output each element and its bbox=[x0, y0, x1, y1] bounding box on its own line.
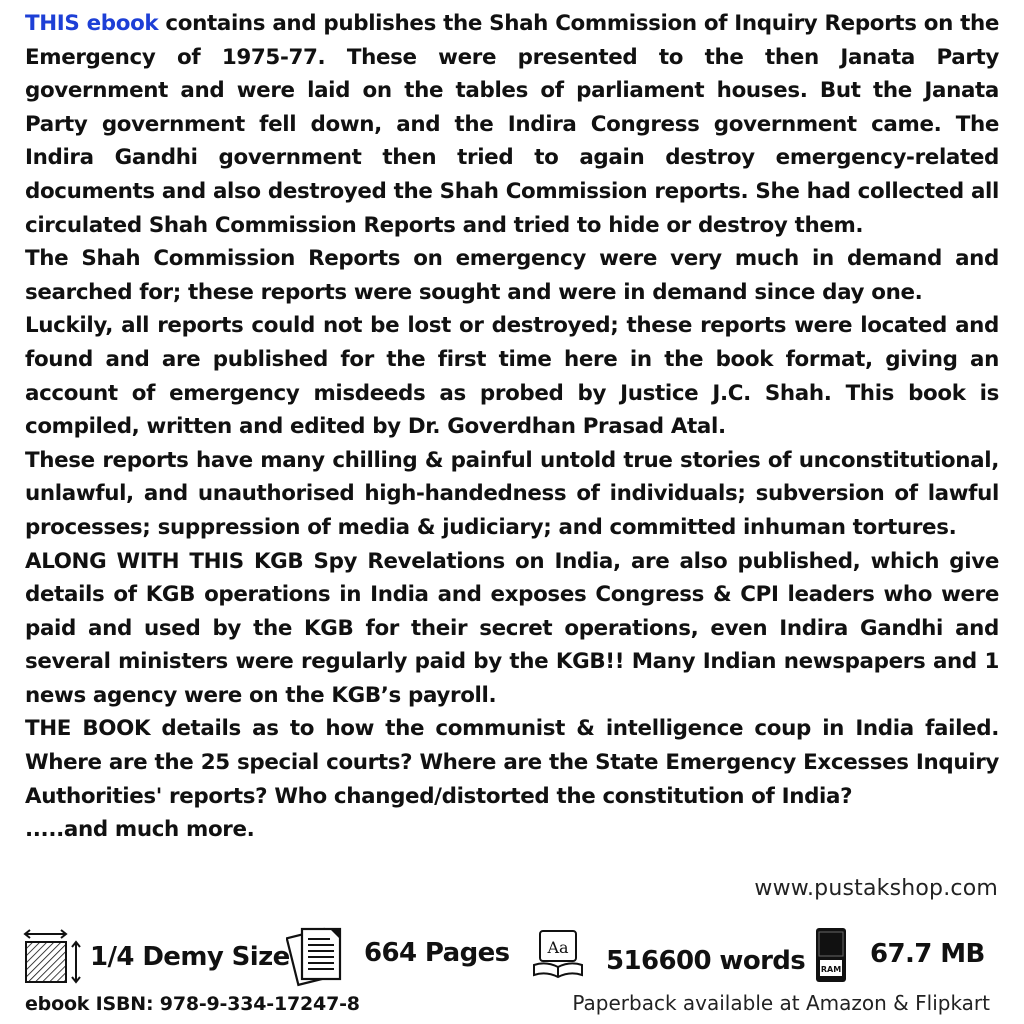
document-pages-icon bbox=[286, 923, 350, 991]
font-icon-badge: Aa bbox=[547, 938, 569, 957]
paragraph-stories: These reports have many chilling & painful untold true stories of unconstitutional, unlawful, and unauthorised high-handedness of individuals; subversion of lawful processes; suppression of media & judiciary; and committed inhuman tortures. bbox=[25, 447, 999, 540]
book-info-bar bbox=[0, 922, 1024, 992]
paragraph-demand: The Shah Commission Reports on emergency were very much in demand and searched for; these reports were sought and were in demand since day one. bbox=[25, 246, 999, 305]
size-label: 1/4 Demy Size bbox=[90, 942, 290, 972]
filesize-label: 67.7 MB bbox=[870, 939, 985, 969]
paragraph-more: .....and much more. bbox=[25, 817, 255, 843]
website-url[interactable]: www.pustakshop.com bbox=[754, 876, 998, 901]
pages-info bbox=[286, 922, 510, 992]
filesize-info bbox=[814, 922, 985, 992]
paragraph-book-details: THE BOOK details as to how the communist & intelligence coup in India failed. Where are the 25 special courts? Where are the State Emergency Excesses Inquiry Authorities' reports? Who changed/distorted the constitution of India? bbox=[25, 716, 999, 809]
book-font-icon bbox=[530, 927, 586, 987]
paragraph-found: Luckily, all reports could not be lost or destroyed; these reports were located and found and are published for the first time here in the book format, giving an account of emergency misdeeds as probed by Justice J.C. Shah. This book is compiled, written and edited by Dr. Goverdhan Prasad Atal. bbox=[25, 313, 999, 440]
page-size-icon bbox=[22, 924, 84, 990]
description-text bbox=[25, 7, 999, 847]
ram-phone-icon bbox=[814, 926, 848, 988]
intro-lead: THIS ebook bbox=[25, 11, 159, 36]
size-info bbox=[22, 922, 290, 992]
words-info bbox=[530, 922, 805, 992]
words-label: 516600 words bbox=[606, 946, 806, 976]
isbn-text: ebook ISBN: 978-9-334-17247-8 bbox=[25, 993, 360, 1015]
availability-text: Paperback available at Amazon & Flipkart bbox=[572, 991, 990, 1015]
ram-badge: RAM bbox=[820, 965, 842, 974]
paragraph-intro bbox=[25, 7, 999, 242]
intro-body: contains and publishes the Shah Commission of Inquiry Reports on the Emergency of 1975-77. These were presented to the then Janata Party government and were laid on the tables of parliament houses. But the Janata Party government fell down, and the Indira Congress government came. The Indira Gandhi government then tried to again destroy emergency-related documents and also destroyed the Shah Commission reports. She had collected all circulated Shah Commission Reports and tried to hide or destroy them. bbox=[25, 11, 999, 238]
pages-label: 664 Pages bbox=[364, 938, 510, 968]
paragraph-kgb: ALONG WITH THIS KGB Spy Revelations on India, are also published, which give details of KGB operations in India and exposes Congress & CPI leaders who were paid and used by the KGB for their secret operations, even Indira Gandhi and several ministers were regularly paid by the KGB!! Many Indian newspapers and 1 news agency were on the KGB’s payroll. bbox=[25, 548, 999, 708]
